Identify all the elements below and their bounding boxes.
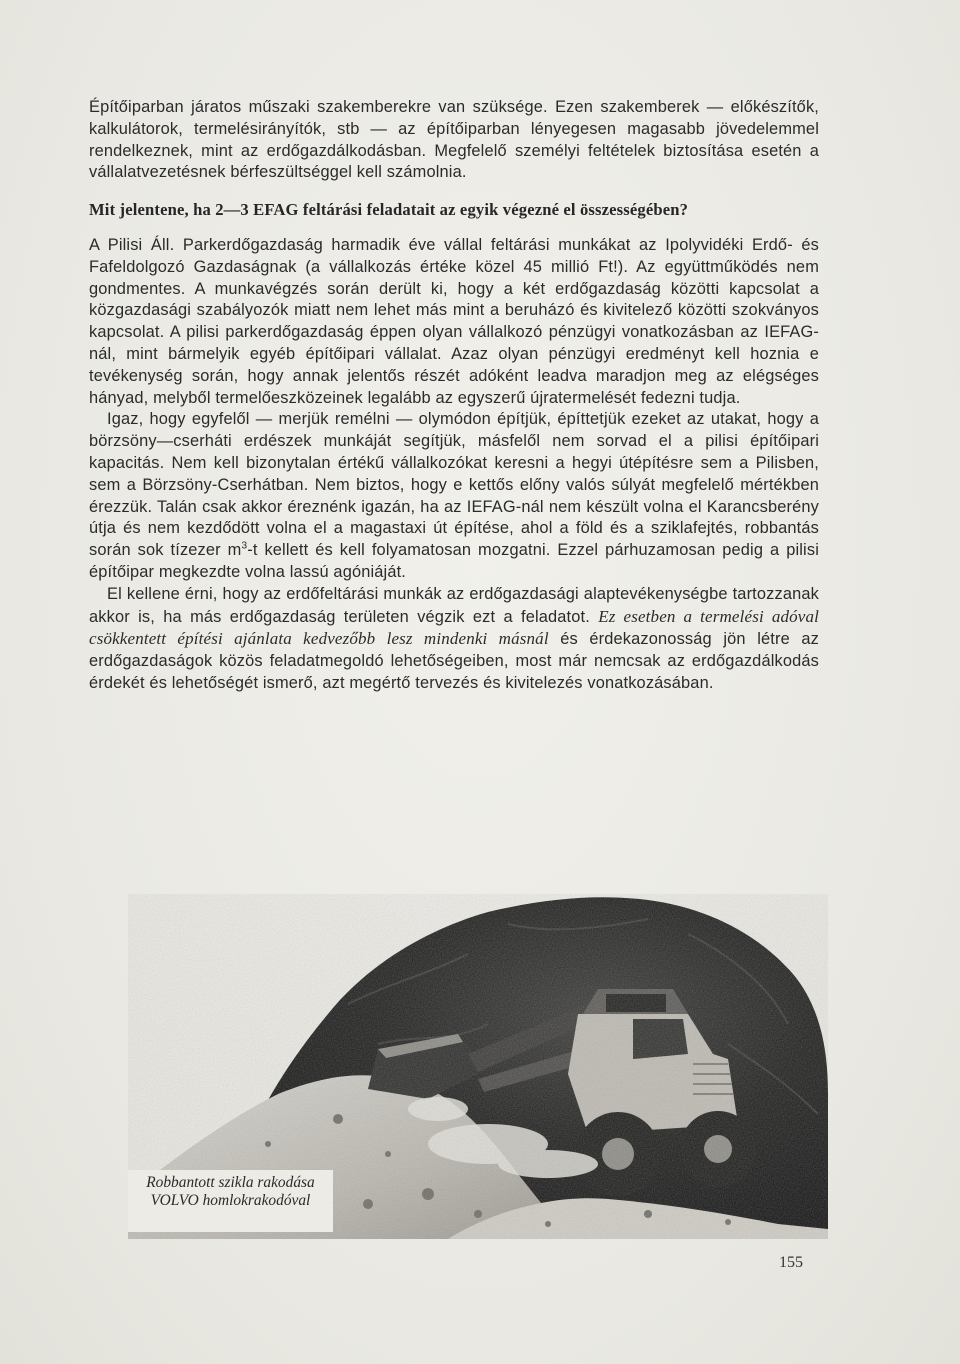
text-column — [89, 97, 819, 695]
body-paragraph — [89, 584, 819, 695]
paragraph-text: Építőiparban járatos műszaki szakemberekre van szüksége. Ezen szakemberek — előkészítők, kalkulátorok, termelésirányítók, stb — az építőiparban lényegesen magasabb jövedelemmel rendelkeznek, mint az erdőgazdálkodásban. Megfelelő személyi feltételek biztosítása esetén a vállalatvezetésnek bérfeszültséggel kell számolnia. — [89, 98, 819, 182]
photo-caption: Robbantott szikla rakodása VOLVO homlokrakodóval — [128, 1170, 333, 1232]
paragraph-text: A Pilisi Áll. Parkerdőgazdaság harmadik éve vállal feltárási munkákat az Ipolyvidéki Erdő- és Fafeldolgozó Gazdaságnak (a vállalkozás értéke közel 45 millió Ft!). Az együttműködés nem gondmentes. A munkavégzés során derült ki, hogy a két erdőgazdaság közötti kapcsolat a közgazdasági szabályozók miatt nem lehet más mint a beruházó és kivitelező közötti szokványos kapcsolat. A pilisi parkerdőgazdaság éppen olyan vállalkozó pénzügyi vonatkozásban az IEFAG-nál, mint bármelyik egyéb építőipari vállalat. Azaz olyan pénzügyi eredményt kell hoznia e tevékenység során, hogy annak jelentős részét adóként leadva maradjon meg az elégséges hányad, melyből termelőeszközeinek legalább az egyszerű újratermelését fedezni tudja. — [89, 235, 819, 407]
paragraph-text: és érdekazonosság jön létre az erdőgazdaságok közös feladatmegoldó lehetőségeiben, most már nemcsak az erdőgazdálkodás érdekét és lehetőségét ismerő, azt megértő tervezés és kivitelezés vonatkozásában. — [89, 630, 819, 692]
paragraph-text: Igaz, hogy egyfelől — merjük remélni — olymódon építjük, építtetjük ezeket az utakat, hogy a börzsöny—cserháti erdészek munkáját segítjük, másfelől nem sorvad el a pilisi építőipari kapacitás. Nem kell bizonytalan értékű vállalkozókat keresni a hegyi útépítésre sem a Pilisben, sem a Börzsöny-Cserhátban. Nem biztos, hogy e kettős előny valós súlyát megfelelő mértékben érezzük. Talán csak akkor éreznénk igazán, ha az IEFAG-nál nem készült volna el Karancsberény útja és nem kezdődött volna el a magastaxi út építése, ahol a föld és a sziklafejtés, robbantás során sok tízezer m — [89, 410, 819, 560]
superscript: 3 — [241, 540, 248, 552]
body-paragraph — [89, 97, 819, 184]
paragraph-text: -t kellett és kell folyamatosan mozgatni. Ezzel párhuzamosan pedig a pilisi építőipar megkezdte volna lassú agóniáját. — [89, 541, 819, 581]
paragraph-text: El kellene érni, hogy az erdőfeltárási munkák az erdőgazdasági alaptevékenységbe tartozzanak akkor is, ha más erdőgazdaság területen végzik ezt a feladatot. — [89, 584, 819, 626]
page-number: 155 — [779, 1254, 803, 1271]
question-paragraph — [89, 199, 819, 221]
body-paragraph — [89, 235, 819, 409]
body-paragraph — [89, 409, 819, 583]
paragraph-text: Mit jelentene, ha 2—3 EFAG feltárási feladatait az egyik végezné el összességében? — [89, 200, 689, 220]
emphasis-text: Ez esetben a termelési adóval csökkentett építési ajánlata kedvezőbb lesz mindenki másnál — [89, 606, 819, 649]
